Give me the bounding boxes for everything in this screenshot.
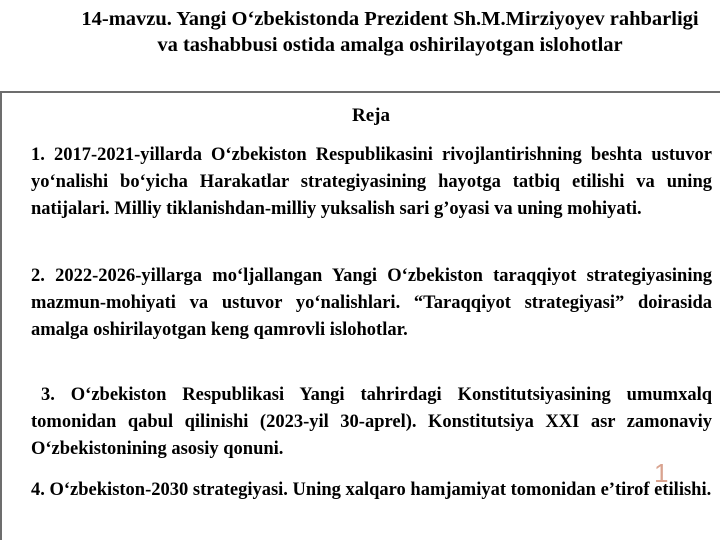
plan-item-2: 2. 2022-2026-yillarga mo‘ljallangan Yangi O‘zbekiston taraqqiyot strategiyasining mazmun-mohiyati va ustuvor yo‘nalishlari. “Taraqqiyot strategiyasi” doirasida amalga oshirilayotgan keng qamrovli islohotlar. [31,266,712,340]
plan-item-1: 1. 2017-2021-yillarda O‘zbekiston Respublikasini rivojlantirishning beshta ustuvor yo‘nalishi bo‘yicha Harakatlar strategiyasining hayotga tatbiq etilishi va uning natijalari. Milliy tiklanishdan-milliy yuksalish sari g’oyasi va uning mohiyati. [31,145,712,219]
plan-heading: Reja [352,105,390,126]
plan-item-3: 3. O‘zbekiston Respublikasi Yangi tahrirdagi Konstitutsiyasining umumxalq tomonidan qabul qilinishi (2023-yil 30-aprel). Konstitutsiya XXI asr zamonaviy O‘zbekistonining asosiy qonuni. [31,385,712,459]
plan-item-4: 4. O‘zbekiston-2030 strategiyasi. Uning xalqaro hamjamiyat tomonidan e’tirof etilishi. [31,480,712,500]
slide-header [0,0,720,93]
slide-title: 14-mavzu. Yangi O‘zbekistonda Prezident Sh.M.Mirziyoyev rahbarligi va tashabbusi ostida amalga oshirilayotgan islohotlar [81,8,699,56]
slide-page-number: 1 [654,458,669,488]
left-border-rule [0,92,2,540]
